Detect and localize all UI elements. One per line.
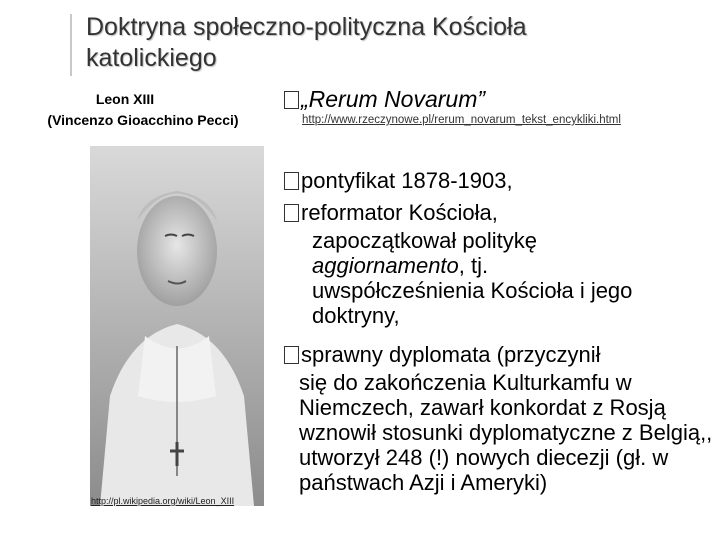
bullet-diplomat	[284, 342, 601, 368]
bullet-pontificate-text: pontyfikat 1878-1903,	[301, 168, 513, 193]
rerum-novarum-item	[284, 86, 485, 112]
bullet-reformer-continuation	[312, 228, 720, 328]
reformer-line-2-rest: , tj.	[458, 253, 489, 278]
portrait-caption-name: Leon XIII	[95, 91, 155, 107]
bullet-box-icon	[284, 204, 299, 222]
bullet-box-icon	[284, 346, 299, 364]
bullet-diplomat-text: sprawny dyplomata (przyczynił	[301, 342, 601, 367]
title-accent-line	[70, 14, 72, 76]
bullet-reformer-text: reformator Kościoła,	[301, 200, 498, 225]
portrait-image	[90, 146, 264, 506]
rerum-title: „Rerum Novarum”	[301, 86, 486, 112]
photo-source-link[interactable]: http://pl.wikipedia.org/wiki/Leon_XIII	[91, 496, 235, 506]
rerum-novarum-link[interactable]: http://www.rzeczynowe.pl/rerum_novarum_tekst_encykliki.html	[302, 114, 621, 126]
bullet-diplomat-continuation: się do zakończenia Kulturkamfu w Niemczech, zawarł konkordat z Rosją wznowił stosunki dyplomatyczne z Belgią,, utworzył 248 (!) nowych diecezji (gł. w państwach Azji i Ameryki)	[299, 370, 713, 495]
portrait-caption-fullname: (Vincenzo Gioacchino Pecci)	[47, 112, 239, 128]
bullet-pontificate	[284, 168, 513, 194]
slide-title: Doktryna społeczno-polityczna Kościoła katolickiego	[86, 13, 527, 72]
bullet-reformer	[284, 200, 498, 226]
aggiornamento-term: aggiornamento	[312, 253, 459, 278]
bullet-box-icon	[284, 91, 299, 109]
bullet-box-icon	[284, 172, 299, 190]
reformer-line-1: zapoczątkował politykę	[312, 228, 538, 253]
reformer-line-3: uwspółcześnienia Kościoła i jego doktryny,	[312, 278, 633, 328]
